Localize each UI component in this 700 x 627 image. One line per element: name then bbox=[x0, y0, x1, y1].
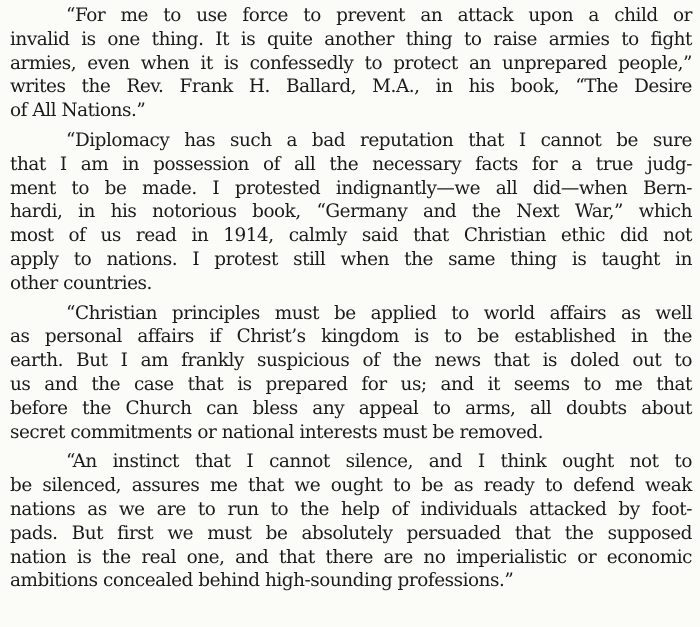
text-line: invalid is one thing. It is quite another thing to raise armies to fight bbox=[10, 28, 692, 50]
text-line: pads. But first we must be absolutely persuaded that the supposed bbox=[10, 522, 692, 544]
text-line: ment to be made. I protested indignantly—we all did—when Bern- bbox=[10, 177, 692, 199]
text-line: us and the case that is prepared for us; and it seems to me that bbox=[10, 373, 692, 395]
paragraph-christian-principles bbox=[10, 302, 692, 445]
text-line: hardi, in his notorious book, “Germany and the Next War,” which bbox=[10, 201, 692, 223]
text-line: of All Nations.” bbox=[10, 100, 146, 122]
text-line: that I am in possession of all the necessary facts for a true judg- bbox=[10, 153, 692, 175]
text-line: armies, even when it is confessedly to protect an unprepared people,” bbox=[10, 52, 692, 74]
text-line: “Christian principles must be applied to world affairs as well bbox=[66, 302, 692, 324]
paragraph-ballard-quote bbox=[10, 4, 692, 123]
paragraph-diplomacy bbox=[10, 129, 692, 296]
text-line: “An instinct that I cannot silence, and I think ought not to bbox=[66, 451, 692, 473]
text-line: “For me to use force to prevent an attack upon a child or bbox=[66, 5, 692, 26]
text-line: be silenced, assures me that we ought to be as ready to defend weak bbox=[10, 475, 692, 497]
paragraph-instinct bbox=[10, 450, 692, 593]
text-line: most of us read in 1914, calmly said that Christian ethic did not bbox=[10, 225, 692, 247]
text-line: other countries. bbox=[10, 272, 152, 294]
text-line: nations as we are to run to the help of individuals attacked by foot- bbox=[10, 498, 692, 520]
text-line: secret commitments or national interests must be removed. bbox=[10, 421, 543, 443]
text-line: before the Church can bless any appeal to arms, all doubts about bbox=[10, 397, 692, 419]
text-line: as personal affairs if Christ’s kingdom is to be established in the bbox=[10, 326, 692, 348]
text-line: “Diplomacy has such a bad reputation that I cannot be sure bbox=[66, 129, 692, 151]
text-line: apply to nations. I protest still when the same thing is taught in bbox=[10, 248, 692, 270]
text-line: ambitions concealed behind high-sounding professions.” bbox=[10, 570, 514, 592]
text-line: nation is the real one, and that there are no imperialistic or economic bbox=[10, 546, 692, 568]
text-line: writes the Rev. Frank H. Ballard, M.A., in his book, “The Desire bbox=[10, 76, 692, 98]
text-line: earth. But I am frankly suspicious of the news that is doled out to bbox=[10, 350, 692, 372]
